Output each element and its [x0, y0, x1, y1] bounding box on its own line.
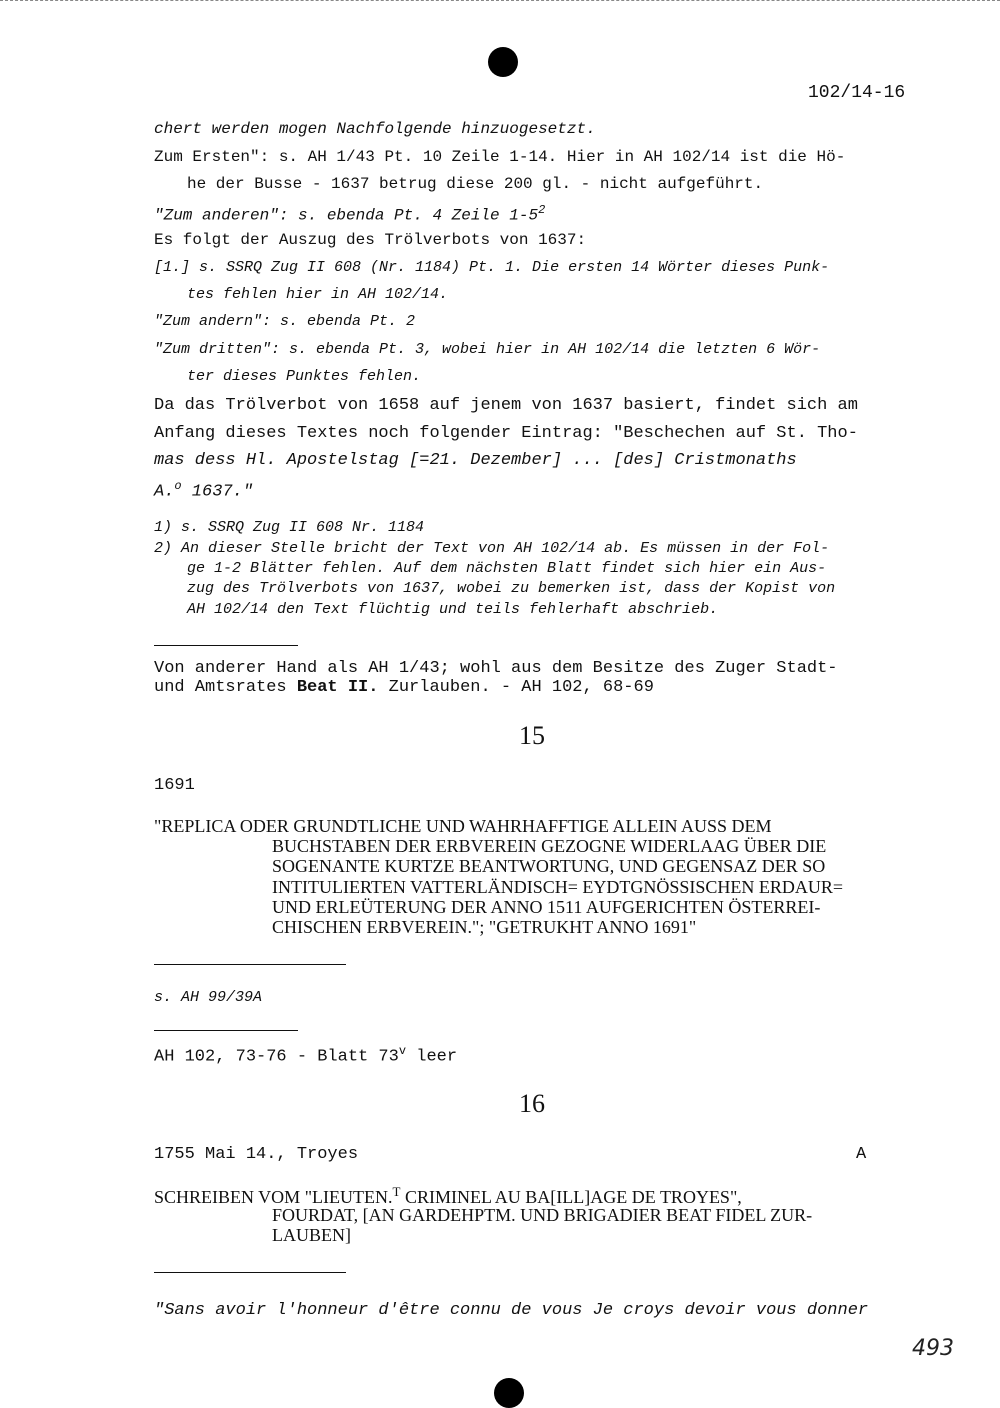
- entry-title-line: UND ERLEÜTERUNG DER ANNO 1511 AUFGERICHTEN ÖSTERREI-: [272, 897, 821, 917]
- entry-title-line: SCHREIBEN VOM "LIEUTEN.$^T$ CRIMINEL AU BA[ILL]AGE DE TROYES",: [154, 1184, 742, 1207]
- separator-rule: [154, 1272, 346, 1273]
- entry-title-line: SOGENANTE KURTZE BEANTWORTUNG, UND GEGENSAZ DER SO: [272, 856, 826, 876]
- entry-title-line: "REPLICA ODER GRUNDTLICHE UND WAHRHAFFTIGE ALLEIN AUSS DEM: [154, 816, 772, 836]
- entry-title-line: LAUBEN]: [272, 1225, 351, 1245]
- entry-date: 1755 Mai 14., Troyes: [154, 1145, 359, 1164]
- entry-number: 15: [519, 721, 545, 750]
- provenance-line: Von anderer Hand als AH 1/43; wohl aus dem Besitze des Zuger Stadt-: [154, 659, 838, 678]
- note-line: ter dieses Punktes fehlen.: [187, 368, 422, 385]
- separator-rule: [154, 1030, 298, 1031]
- footnote-1: 1) s. SSRQ Zug II 608 Nr. 1184: [154, 519, 425, 536]
- footnote-2: 2) An dieser Stelle bricht der Text von AH 102/14 ab. Es müssen in der Fol-: [154, 540, 830, 557]
- note-line: A.$^o$ 1637.": [154, 479, 254, 502]
- note-line: [1.] s. SSRQ Zug II 608 (Nr. 1184) Pt. 1. Die ersten 14 Wörter dieses Punk-: [154, 259, 830, 276]
- entry-year: 1691: [154, 776, 195, 795]
- separator-rule: [154, 645, 298, 646]
- top-edge-line: [0, 0, 1000, 1]
- punch-hole-top: [488, 47, 518, 77]
- note-line: mas dess Hl. Apostelstag [=21. Dezember] ... [des] Cristmonaths: [154, 451, 797, 470]
- entry-title-line: FOURDAT, [AN GARDEHPTM. UND BRIGADIER BEAT FIDEL ZUR-: [272, 1205, 813, 1225]
- note-line: he der Busse - 1637 betrug diese 200 gl. - nicht aufgeführt.: [187, 175, 764, 193]
- provenance-line: und Amtsrates Beat II. Zurlauben. - AH 102, 68-69: [154, 678, 654, 697]
- cross-reference: s. AH 99/39A: [154, 989, 263, 1006]
- note-line: "Zum andern": s. ebenda Pt. 2: [154, 313, 416, 330]
- note-line: chert werden mogen Nachfolgende hinzuogesetzt.: [154, 120, 596, 138]
- entry-title-line: INTITULIERTEN VATTERLÄNDISCH= EYDTGNÖSSISCHEN ERDAUR=: [272, 877, 844, 897]
- page-reference: 102/14-16: [808, 83, 906, 103]
- footnote-2-cont: AH 102/14 den Text flüchtig und teils fehlerhaft abschrieb.: [187, 601, 719, 618]
- note-line: "Zum anderen": s. ebenda Pt. 4 Zeile $1-5^2$: [154, 203, 546, 225]
- quoted-text: "Sans avoir l'honneur d'être connu de vous Je croys devoir vous donner: [154, 1301, 869, 1320]
- archive-location: AH 102, 73-76 - Blatt 73$^v$ leer: [154, 1044, 458, 1067]
- entry-title-line: CHISCHEN ERBVEREIN."; "GETRUKHT ANNO 1691": [272, 917, 697, 937]
- entry-number: 16: [519, 1089, 545, 1118]
- handwritten-page-number: 493: [912, 1336, 954, 1361]
- note-line: Da das Trölverbot von 1658 auf jenem von 1637 basiert, findet sich am: [154, 396, 858, 415]
- footnote-ref: 2: [538, 203, 546, 217]
- note-line: tes fehlen hier in AH 102/14.: [187, 286, 449, 303]
- entry-mark: A: [856, 1145, 867, 1164]
- note-line: Es folgt der Auszug des Trölverbots von 1637:: [154, 231, 587, 249]
- note-line: Anfang dieses Textes noch folgender Eintrag: "Beschechen auf St. Tho-: [154, 424, 858, 443]
- separator-rule: [154, 964, 346, 965]
- entry-title-line: BUCHSTABEN DER ERBVEREIN GEZOGNE WIDERLAAG ÜBER DIE: [272, 836, 827, 856]
- note-line: "Zum dritten": s. ebenda Pt. 3, wobei hier in AH 102/14 die letzten 6 Wör-: [154, 341, 821, 358]
- note-line: Zum Ersten": s. AH 1/43 Pt. 10 Zeile 1-14. Hier in AH 102/14 ist die Hö-: [154, 148, 846, 166]
- footnote-2-cont: zug des Trölverbots von 1637, wobei zu bemerken ist, dass der Kopist von: [187, 580, 836, 597]
- footnote-2-cont: ge 1-2 Blätter fehlen. Auf dem nächsten Blatt findet sich hier ein Aus-: [187, 560, 827, 577]
- punch-hole-bottom: [494, 1378, 524, 1408]
